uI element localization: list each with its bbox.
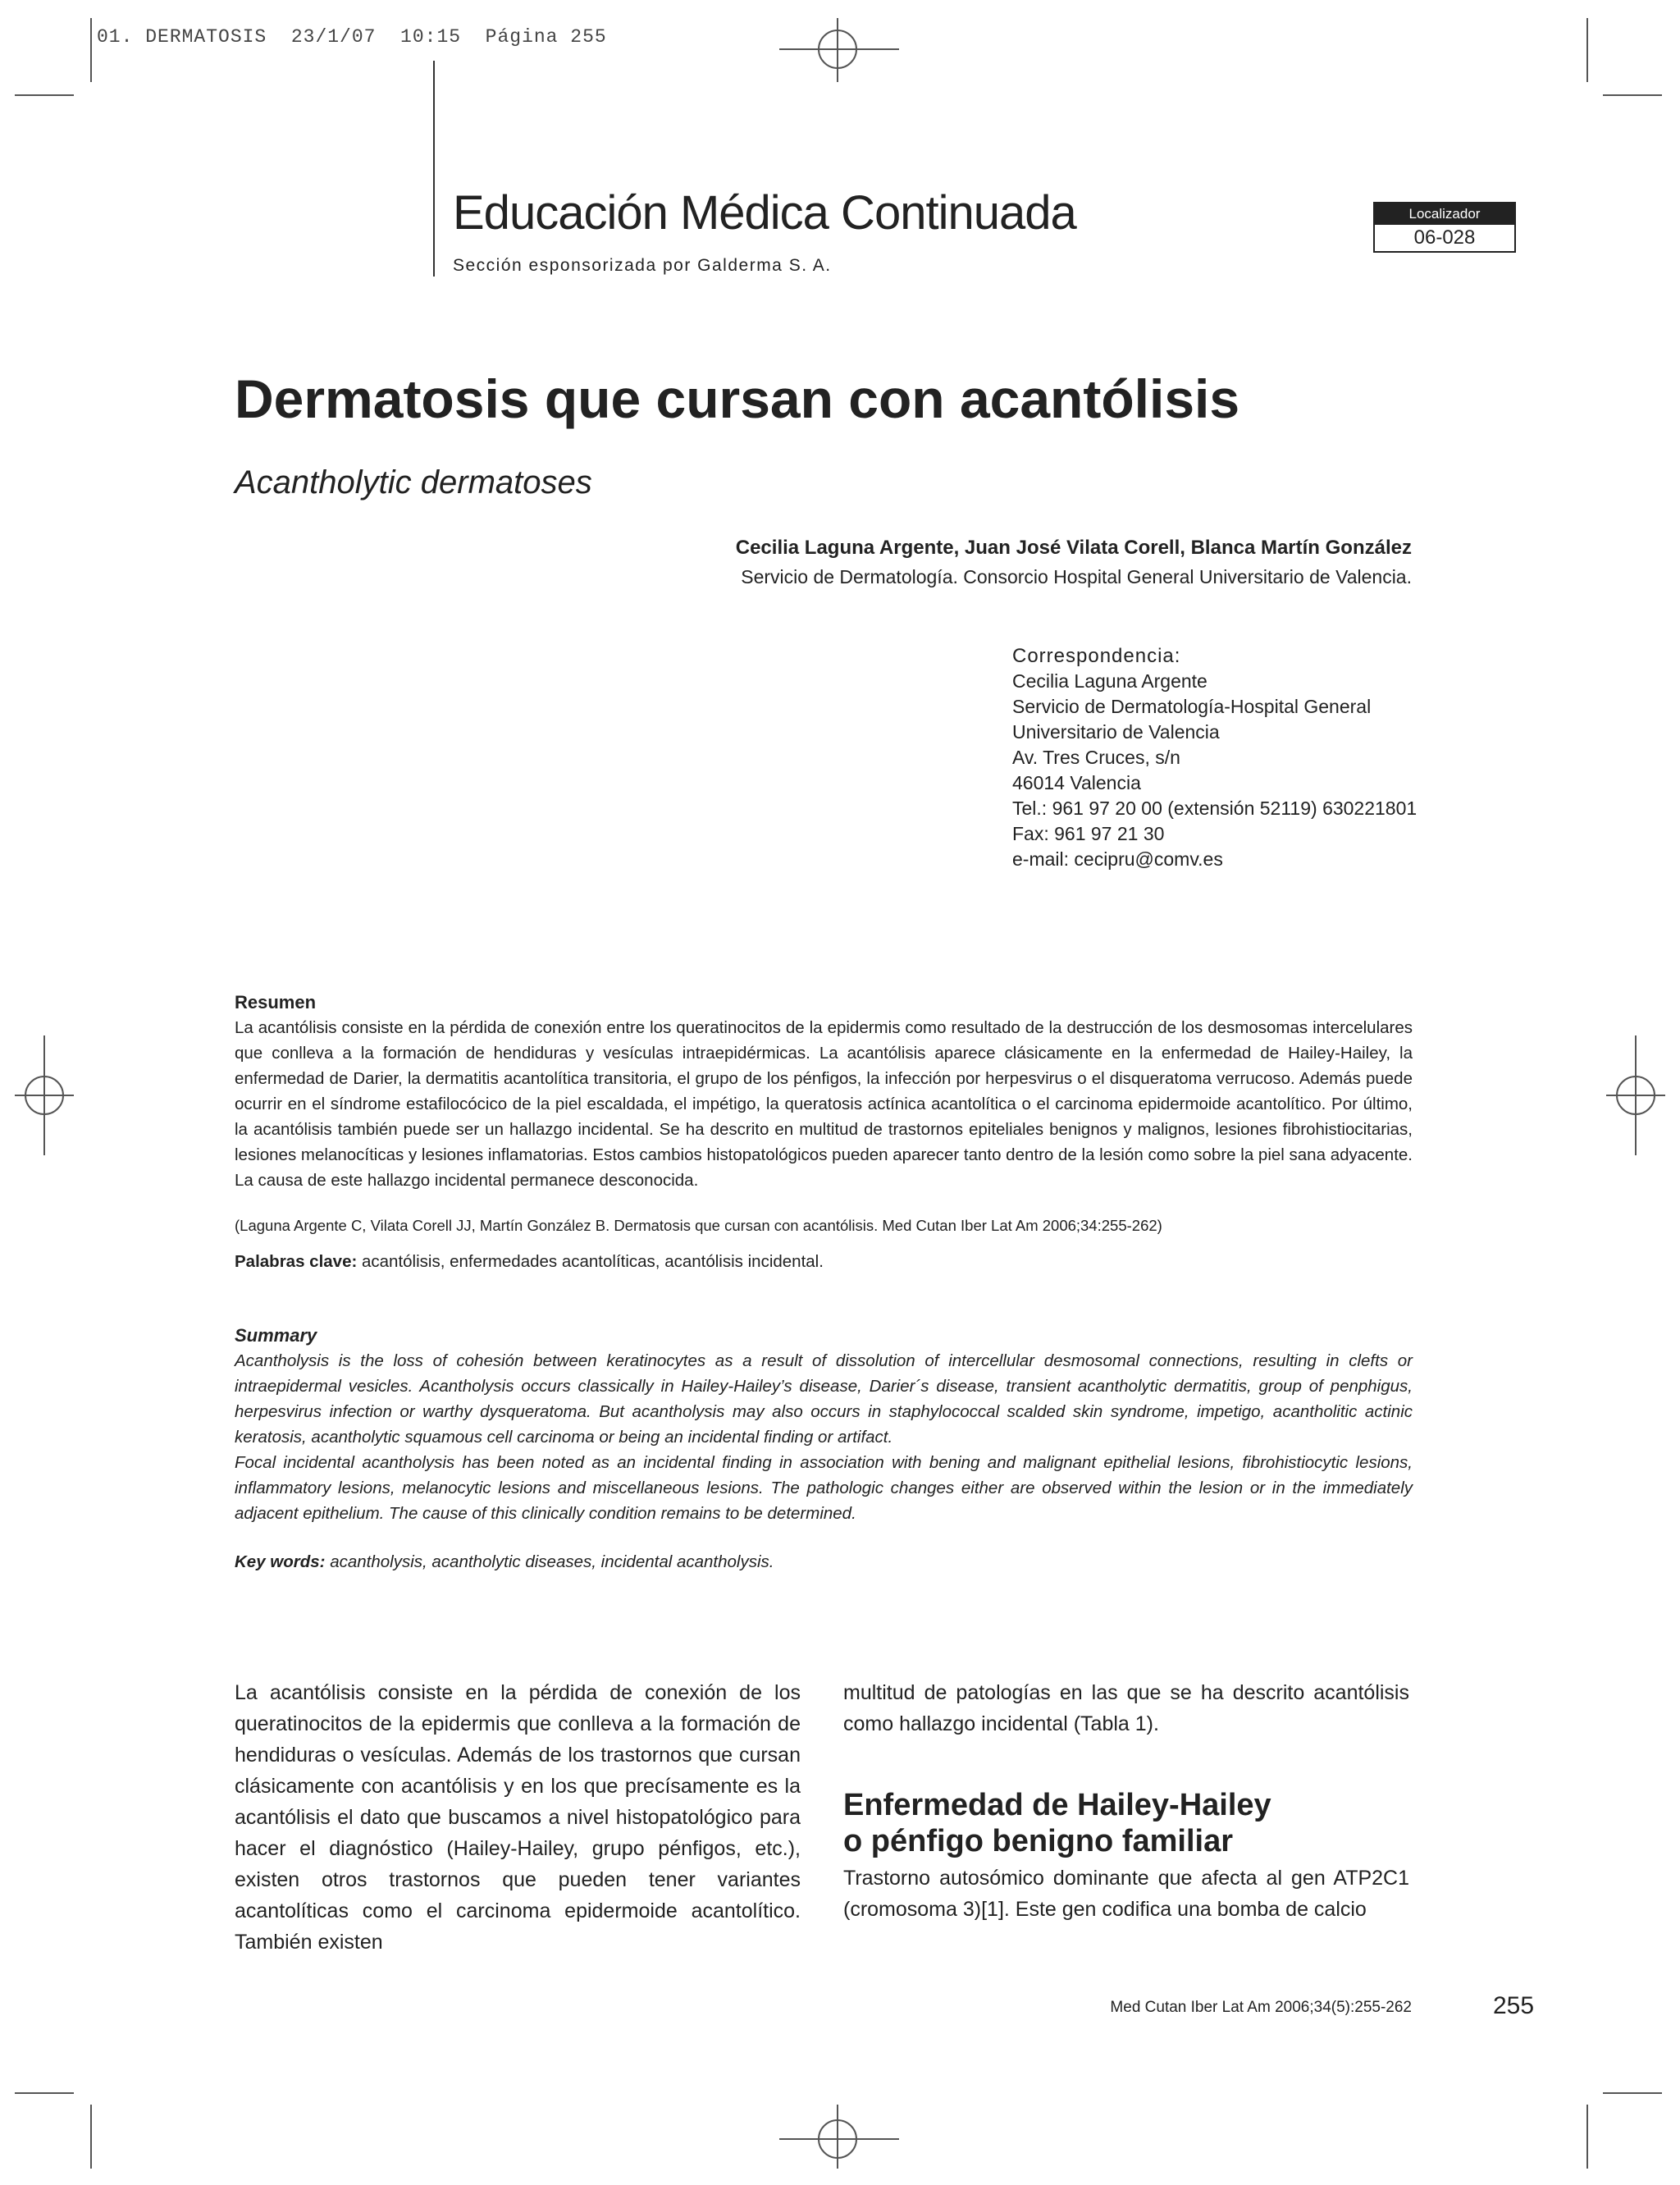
correspondence	[1012, 643, 1417, 872]
series-title: Educación Médica Continuada	[453, 186, 1076, 240]
correspondence-line: Fax: 961 97 21 30	[1012, 823, 1165, 844]
summary-text-2: Focal incidental acantholysis has been noted as an incidental finding in association with bening and malignant epithelial lesions, fibrohistiocytic lesions, inflammatory lesions, melanocytic lesions and miscellaneous lesions. The pathologic changes either are observed within the lesion or in the immediately adjacent epithelium. The cause of this clinically condition remains to be determined.	[235, 1453, 1413, 1523]
page-number: 255	[1493, 1992, 1535, 2019]
resumen-text: La acantólisis consiste en la pérdida de conexión entre los queratinocitos de la epidermis como resultado de la destrucción de los desmosomas intercelulares que conlleva a la formación de hendiduras y vesículas intraepidérmicas. La acantólisis aparece clásicamente en la enfermedad de Hailey-Hailey, la enfermedad de Darier, la dermatitis acantolítica transitoria, el grupo de los pénfigos, la infección por herpesvirus o el disqueratoma verrucoso. Además puede ocurrir en el síndrome estafilocócico de la piel escaldada, el impétigo, la queratosis actínica acantolítica o el carcinoma epidermoide acantolítico. Por último, la acantólisis también puede ser un hallazgo incidental. Se ha descrito en multitud de trastornos epiteliales benignos y malignos, lesiones fibrohistiocitarias, lesiones melanocíticas y lesiones inflamatorias. Estos cambios histopatológicos pueden aparecer tanto dentro de la lesión como sobre la piel sana adyacente. La causa de este hallazgo incidental permanece desconocida.	[235, 1018, 1413, 1190]
key-words-label: Key words:	[235, 1552, 326, 1571]
authors: Cecilia Laguna Argente, Juan José Vilata Corell, Blanca Martín González	[735, 537, 1412, 559]
section-heading-line-1: Enfermedad de Hailey-Hailey	[843, 1788, 1271, 1822]
summary-heading: Summary	[235, 1325, 317, 1346]
citation: (Laguna Argente C, Vilata Corell JJ, Martín González B. Dermatosis que cursan con acantólisis. Med Cutan Iber Lat Am 2006;34:255-262)	[235, 1217, 1162, 1234]
correspondence-line: Cecilia Laguna Argente	[1012, 670, 1208, 692]
correspondence-line: Av. Tres Cruces, s/n	[1012, 747, 1180, 768]
summary-section	[235, 1323, 1413, 1526]
correspondence-line: Universitario de Valencia	[1012, 721, 1220, 743]
locator-code: 06-028	[1413, 226, 1476, 249]
correspondence-heading: Correspondencia:	[1012, 645, 1181, 667]
body-column-2-bottom: Trastorno autosómico dominante que afecta al gen ATP2C1 (cromosoma 3)[1]. Este gen codifica una bomba de calcio	[843, 1867, 1409, 1921]
article-subtitle: Acantholytic dermatoses	[235, 464, 592, 501]
body-column-1: La acantólisis consiste en la pérdida de conexión de los queratinocitos de la epidermis que conlleva a la formación de hendiduras o vesículas. Además de los trastornos que cursan clásicamente con acantólisis y en los que precísamente es la acantólisis el dato que buscamos a nivel histopatológico para hacer el diagnóstico (Hailey-Hailey, grupo pénfigos, etc.), existen otros trastornos que pueden tener variantes acantolíticas como el carcinoma epidermoide acantolítico. También existen	[235, 1681, 801, 1954]
palabras-clave	[235, 1249, 1413, 1274]
article-title: Dermatosis que cursan con acantólisis	[235, 368, 1240, 429]
section-heading	[843, 1787, 1271, 1859]
summary-text-1: Acantholysis is the loss of cohesión between keratinocytes as a result of dissolution of intercellular desmosomal connections, resulting in clefts or intraepidermal vesicles. Acantholysis occurs classically in Hailey-Hailey’s disease, Darier´s disease, transient acantholytic dermatitis, group of penphigus, herpesvirus infection or warthy dysqueratoma. But acantholysis may also occurs in staphylococcal scalded skin syndrome, impetigo, acantholitic actinic keratosis, acantholytic squamous cell carcinoma or being an incidental finding or artifact.	[235, 1351, 1413, 1447]
body-column-2-top: multitud de patologías en las que se ha descrito acantólisis como hallazgo incidental (Tabla 1).	[843, 1681, 1409, 1735]
affiliation: Servicio de Dermatología. Consorcio Hospital General Universitario de Valencia.	[741, 566, 1412, 587]
section-heading-line-2: o pénfigo benigno familiar	[843, 1824, 1233, 1858]
correspondence-line: 46014 Valencia	[1012, 772, 1141, 793]
locator-box	[1373, 202, 1516, 253]
correspondence-line: Servicio de Dermatología-Hospital General	[1012, 696, 1372, 717]
resumen-heading: Resumen	[235, 992, 317, 1013]
correspondence-line: Tel.: 961 97 20 00 (extensión 52119) 630221801	[1012, 798, 1418, 819]
header-rule	[433, 61, 435, 277]
sponsor-line: Sección esponsorizada por Galderma S. A.	[453, 256, 832, 275]
correspondence-line: e-mail: cecipru@comv.es	[1012, 848, 1223, 870]
palabras-clave-values: acantólisis, enfermedades acantolíticas, acantólisis incidental.	[362, 1252, 824, 1271]
journal-footer: Med Cutan Iber Lat Am 2006;34(5):255-262	[1110, 1999, 1412, 2016]
printer-slug: 01. DERMATOSIS 23/1/07 10:15 Página 255	[97, 26, 607, 48]
locator-label: Localizador	[1375, 203, 1514, 225]
resumen-section	[235, 990, 1413, 1193]
palabras-clave-label: Palabras clave:	[235, 1252, 358, 1271]
key-words-values: acantholysis, acantholytic diseases, incidental acantholysis.	[330, 1552, 774, 1571]
key-words	[235, 1549, 1413, 1575]
